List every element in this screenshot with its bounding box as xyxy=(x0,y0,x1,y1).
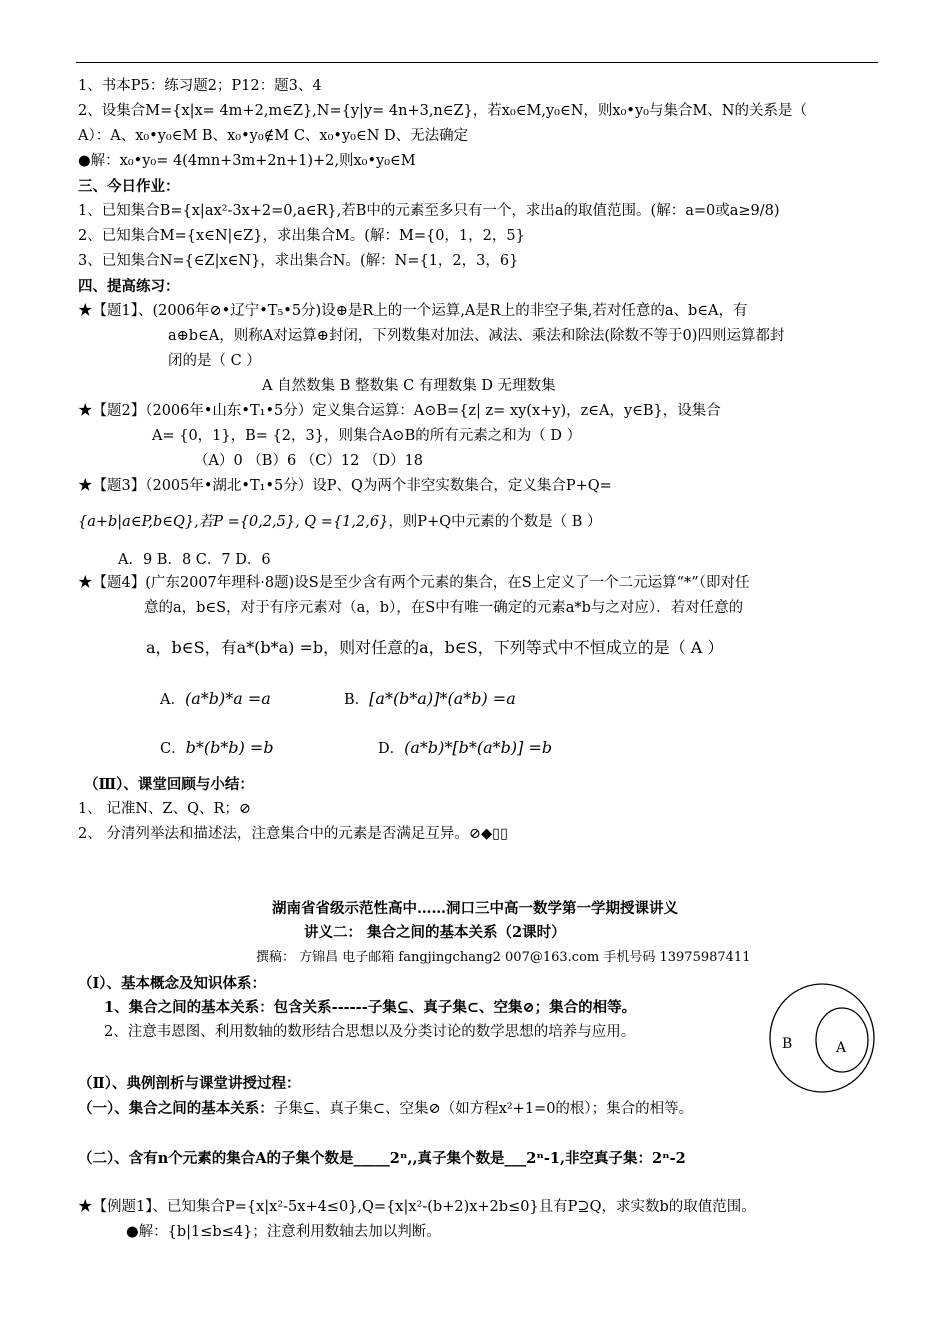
venn-label-b: B xyxy=(782,1036,793,1052)
problem-2-line-2: A= {0，1}，B= {2，3}，则集合A⊙B的所有元素之和为（ D ） xyxy=(152,428,582,444)
problem-1-line-3: 闭的是（ C ） xyxy=(168,353,261,369)
section-review-heading: （Ⅲ）、课堂回顾与小结： xyxy=(84,776,254,793)
part-2-heading: （Ⅱ）、典例剖析与课堂讲授过程： xyxy=(78,1075,301,1092)
document-title: 湖南省省级示范性高中……洞口三中高一数学第一学期授课讲义 xyxy=(272,900,678,917)
example-1-solution: ●解：{b|1≤b≤4}；注意利用数轴去加以判断。 xyxy=(126,1224,441,1240)
problem-4-option-c: C．b*(b*b) =b xyxy=(160,738,274,757)
problem-4-option-d: D．(a*b)*[b*(a*b)] =b xyxy=(378,738,553,757)
problem-3-question: ，则P+Q中元素的个数是（ B ） xyxy=(388,514,602,530)
problem-4-option-a: A．(a*b)*a =a xyxy=(160,689,271,708)
author-line: 撰稿： 方锦昌 电子邮箱 fangjingchang2 007@163.com 手机号码 13975987411 xyxy=(256,950,751,965)
homework-1: 1、已知集合B={x|ax²-3x+2=0,a∈R},若B中的元素至多只有一个，求出a的取值范围。(解：a=0或a≥9/8) xyxy=(78,203,780,219)
part-2-subsection-2: （二）、含有n个元素的集合A的子集个数是_____2ⁿ,,真子集个数是___2ⁿ-1,非空真子集：2ⁿ-2 xyxy=(78,1150,686,1167)
review-2: 2、 分清列举法和描述法，注意集合中的元素是否满足互异。⊘◆▯▯ xyxy=(78,826,509,842)
exercise-2-solution: ●解：x₀•y₀= 4(4mn+3m+2n+1)+2,则x₀•y₀∈M xyxy=(78,153,416,169)
section-advanced-heading: 四、提高练习： xyxy=(78,278,180,295)
homework-3: 3、已知集合N={∈Z|x∈N}，求出集合N。(解：N={1，2，3，6} xyxy=(78,253,519,269)
homework-2: 2、已知集合M={x∈N|∈Z}，求出集合M。(解：M={0，1，2，5} xyxy=(78,228,525,244)
problem-2-options: （A）0 （B）6 （C）12 （D）18 xyxy=(194,453,424,469)
problem-4-line-2: 意的a，b∈S，对于有序元素对（a，b），在S中有唯一确定的元素a*b与之对应）．若对任意的 xyxy=(144,600,744,616)
problem-1-line-1: ★【题1】、(2006年⊘•辽宁•T₅•5分)设⊕是R上的一个运算,A是R上的非空子集,若对任意的a、b∈A，有 xyxy=(78,303,748,319)
part-2-subsection-1: （一）、集合之间的基本关系：子集⊆、真子集⊂、空集⊘（如方程x²+1=0的根）；集合的相等。 xyxy=(78,1100,694,1117)
lecture-subtitle: 讲义二： 集合之间的基本关系（2课时） xyxy=(304,924,566,941)
problem-3-line-1: ★【题3】（2005年•湖北•T₁•5分）设P、Q为两个非空实数集合，定义集合P+Q= xyxy=(78,478,612,494)
problem-3-formula: {a+b|a∈P,b∈Q},若P ={0,2,5}, Q ={1,2,6} xyxy=(78,514,389,530)
problem-1-options: A 自然数集 B 整数集 C 有理数集 D 无理数集 xyxy=(262,378,556,394)
exercise-1: 1、书本P5：练习题2；P12：题3、4 xyxy=(78,78,322,94)
part-1-item-1: 1、集合之间的基本关系：包含关系------子集⊆、真子集⊂、空集⊘；集合的相等。 xyxy=(104,999,637,1016)
exercise-2: 2、设集合M={x|x= 4m+2,m∈Z},N={y|y= 4n+3,n∈Z}，若x₀∈M,y₀∈N，则x₀•y₀与集合M、N的关系是（ xyxy=(78,103,807,119)
problem-2-line-1: ★【题2】（2006年•山东•T₁•5分）定义集合运算：A⊙B={z| z= xy(x+y)，z∈A，y∈B}，设集合 xyxy=(78,403,721,419)
section-homework-heading: 三、今日作业： xyxy=(78,178,180,195)
venn-diagram xyxy=(768,982,878,1098)
problem-4-option-b: B．[a*(b*a)]*(a*b) =a xyxy=(344,689,516,708)
part-1-heading: （Ⅰ）、基本概念及知识体系： xyxy=(78,975,267,992)
review-1: 1、 记准N、Z、Q、R；⊘ xyxy=(78,801,252,817)
example-1: ★【例题1】、已知集合P={x|x²-5x+4≤0},Q={x|x²-(b+2)x+2b≤0}且有P⊇Q，求实数b的取值范围。 xyxy=(78,1199,756,1215)
problem-4-line-1: ★【题4】(广东2007年理科·8题)设S是至少含有两个元素的集合，在S上定义了一个二元运算“*”（即对任 xyxy=(78,575,750,591)
header-rule xyxy=(76,62,878,63)
problem-3-line-2 xyxy=(78,514,601,531)
exercise-2-options: A）：A、x₀•y₀∈M B、x₀•y₀∉M C、x₀•y₀∈N D、无法确定 xyxy=(78,128,469,144)
venn-label-a: A xyxy=(836,1040,847,1056)
part-1-item-2: 2、注意韦恩图、利用数轴的数形结合思想以及分类讨论的数学思想的培养与应用。 xyxy=(104,1024,636,1040)
problem-4-line-3: a，b∈S，有a*(b*a) =b，则对任意的a，b∈S，下列等式中不恒成立的是（ A ） xyxy=(146,638,724,657)
problem-3-options: A．9 B．8 C．7 D．6 xyxy=(118,552,271,568)
problem-1-line-2: a⊕b∈A，则称A对运算⊕封闭，下列数集对加法、减法、乘法和除法(除数不等于0)四则运算都封 xyxy=(168,328,785,344)
